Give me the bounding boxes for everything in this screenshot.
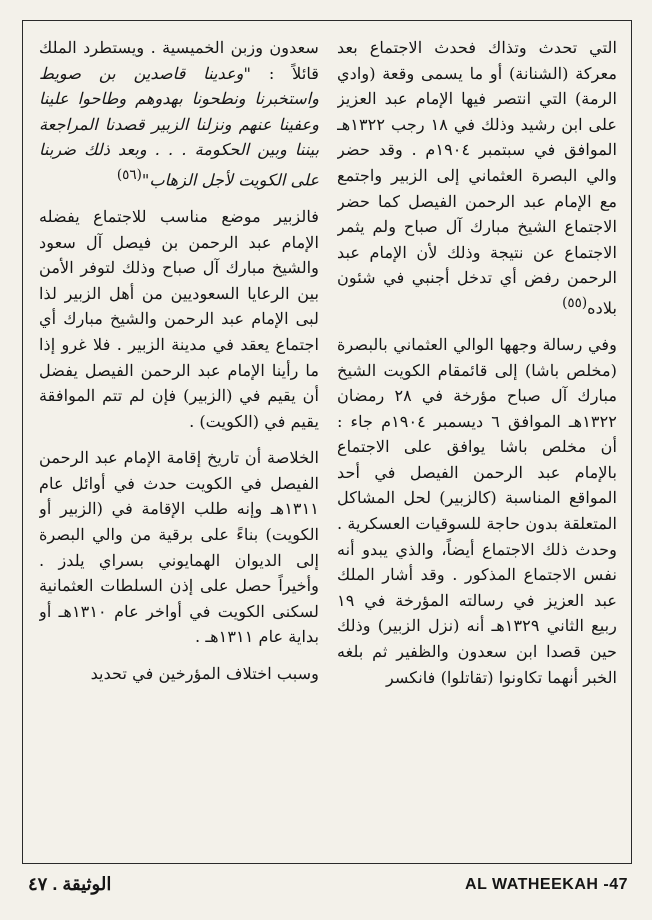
paragraph: وسبب اختلاف المؤرخين في تحديد — [90, 664, 319, 684]
paragraph: فالزبير موضع مناسب للاجتماع يفضله الإمام عبد الرحمن بن فيصل آل سعود والشيخ مبارك آل صباح وذلك لتوفر الأمن بين الرعايا السعوديين من أهل الزبير لذا لبى الإمام عبد الرحمن والشيخ مبارك أي اجتماع يعقد في مدينة الزبير . فلا غرو إذا ما رأينا الإمام عبد الرحمن الفيصل يفضل أن يقيم في (الزبير) فإن لم تتم الموافقة يقيم في (الكويت) . — [39, 206, 319, 431]
footnote-ref: (٥٦) — [116, 166, 142, 183]
paragraph-text: سعدون وزبن الخميسية . ويستطرد الملك قائلاً : — [39, 38, 319, 83]
page-frame — [22, 20, 632, 864]
left-text-column — [39, 35, 319, 853]
page-footer — [22, 868, 632, 902]
paragraph: الخلاصة أن تاريخ إقامة الإمام عبد الرحمن الفيصل في الكويت حدث في أوائل عام ١٣١١هـ وإنه طلب الإقامة في (الزبير أو الكويت) بناءً على برقية من والي البصرة إلى الديوان الهمايوني بسراي يلدز . وأخيراً حصل على إذن السلطات العثمانية لسكنى الكويت في أواخر عام ١٣١٠هـ أو بداية عام ١٣١١هـ . — [39, 448, 319, 647]
english-page-label: AL WATHEEKAH -47 — [465, 876, 628, 893]
paragraph: وفي رسالة وجهها الوالي العثماني بالبصرة (مخلص باشا) إلى قائمقام الكويت الشيخ مبارك آل صباح مؤرخة في ٢٨ رمضان ١٣٢٢هـ الموافق ٦ ديسمبر ١٩٠٤م جاء : أن مخلص باشا يوافق على الاجتماع بالإمام عبد الرحمن الفيصل في أحد المواقع المناسبة (كالزبير) لحل المشاكل المتعلقة بدون حاجة للسوقيات العسكرية . وحدث ذلك الاجتماع أيضاً، والذي يبدو أنه نفس الاجتماع المذكور . وقد أشار الملك عبد العزيز في رسالته المؤرخة في ١٩ ربيع الثاني ١٣٢٩هـ أنه (نزل الزبير) وذلك حين قصدا ابن سعدون والظفير ثم بلغه الخبر أنهما تكاونوا (تقاتلوا) فانكسر — [337, 334, 617, 687]
paragraph — [337, 35, 617, 321]
paragraph-text: التي تحدث وتذاك فحدث الاجتماع بعد معركة (الشنانة) أو ما يسمى وقعة (وادي الرمة) التي انتصر فيها الإمام عبد العزيز على ابن رشيد وذلك في ١٨ رجب ١٣٢٢هـ الموافق في سبتمبر ١٩٠٤م . وقد حضر والي البصرة العثماني إلى الزبير واجتمع مع الإمام عبد الرحمن الفيصل كما حضر الاجتماع الشيخ مبارك آل صباح ولم يثمر الاجتماع عن نتيجة وذلك لأن الإمام عبد الرحمن رفض أي تدخل أجنبي في شئون بلاده — [337, 38, 617, 318]
quotation: "وعدينا قاصدين بن صويط واستخبرنا ونطحونا بهدوهم وطاحوا علينا وعفينا عنهم ونزلنا الزبير قصدنا المراجعة بيننا وبين الحكومة . . . وبعد ذلك ضربنا على الكويت لأجل الزهاب" — [39, 63, 319, 190]
footnote-ref: (٥٥) — [562, 294, 588, 311]
right-text-column — [337, 35, 617, 853]
arabic-page-label: الوثيقة . ٤٧ — [28, 874, 112, 894]
paragraph — [39, 35, 319, 193]
